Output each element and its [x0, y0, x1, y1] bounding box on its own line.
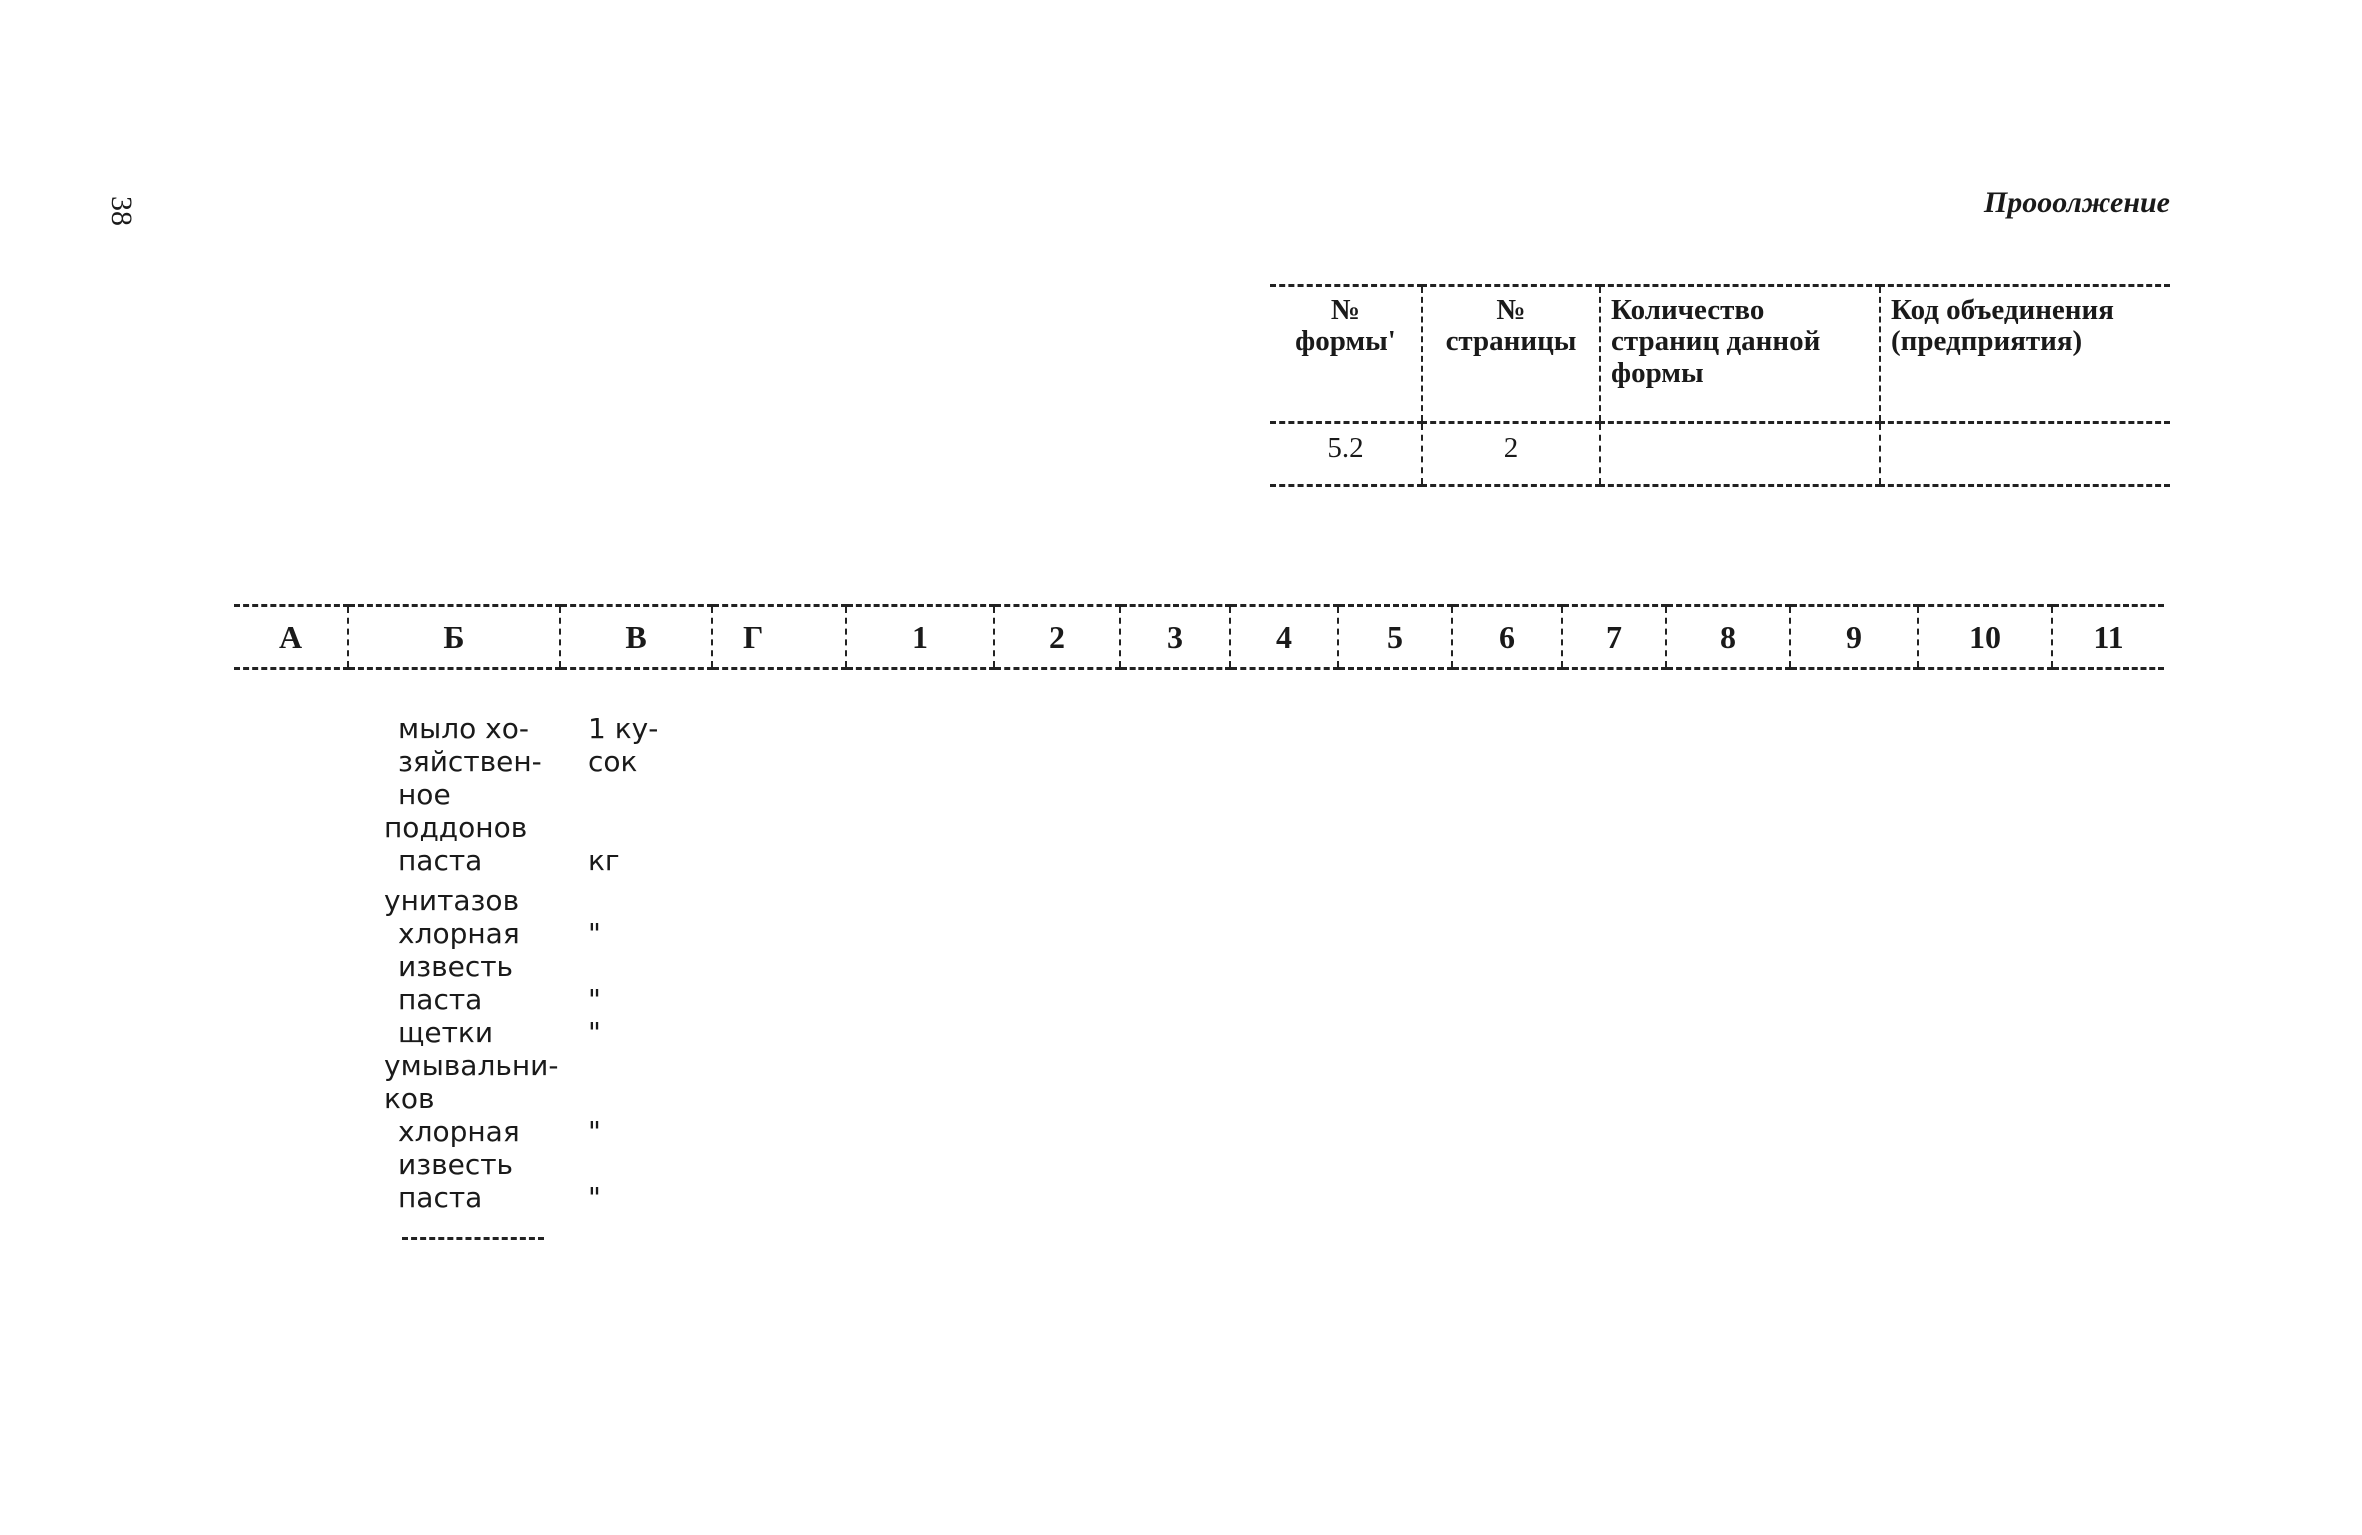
- item-name: мыло хо-: [398, 712, 529, 745]
- column-header-table: [234, 604, 2164, 670]
- item-unit: ": [588, 983, 601, 1016]
- column-header: 10: [1918, 606, 2052, 669]
- item-name: паста: [398, 1181, 483, 1214]
- item-name: паста: [398, 844, 483, 877]
- page-count-value: [1600, 423, 1880, 486]
- item-name: паста: [398, 983, 483, 1016]
- item-name: щетки: [398, 1016, 494, 1049]
- column-header: Г: [712, 606, 846, 669]
- item-unit: ": [588, 1181, 601, 1214]
- form-info-table: [1270, 284, 2170, 487]
- column-header: 2: [994, 606, 1120, 669]
- column-header: В: [560, 606, 712, 669]
- item-unit: кг: [588, 844, 620, 877]
- item-unit: ": [588, 1115, 601, 1148]
- item-unit: ": [588, 917, 601, 950]
- form-number-value: 5.2: [1327, 432, 1364, 464]
- item-unit: 1 ку-: [588, 712, 659, 745]
- item-group-name: ков: [384, 1082, 435, 1115]
- column-header: 8: [1666, 606, 1790, 669]
- item-name: известь: [398, 1148, 514, 1181]
- item-group-name: поддонов: [384, 811, 528, 844]
- end-divider: [402, 1237, 544, 1240]
- column-header: 1: [846, 606, 994, 669]
- enterprise-code-header: Код объединения (предприятия): [1880, 286, 2170, 423]
- form-info-header-row: [1270, 286, 2170, 423]
- column-header: Б: [348, 606, 560, 669]
- item-group-name: умывальни-: [384, 1049, 559, 1082]
- form-info-value-row: [1270, 423, 2170, 486]
- item-name: известь: [398, 950, 514, 983]
- item-name: хлорная: [398, 1115, 520, 1148]
- page-number: 38: [105, 196, 138, 226]
- column-header: А: [234, 606, 348, 669]
- item-unit: сок: [588, 745, 638, 778]
- item-unit: ": [588, 1016, 601, 1049]
- column-header: 9: [1790, 606, 1918, 669]
- continuation-label: Прооолжение: [1983, 186, 2170, 219]
- page-number-header: № страницы: [1422, 286, 1600, 423]
- column-header: 11: [2052, 606, 2164, 669]
- item-name: ное: [398, 778, 451, 811]
- page-count-header: Количество страниц данной формы: [1600, 286, 1880, 423]
- item-group-name: унитазов: [384, 884, 520, 917]
- column-header-row: [234, 606, 2164, 669]
- column-header: 6: [1452, 606, 1562, 669]
- item-name: зяйствен-: [398, 745, 542, 778]
- column-header: 3: [1120, 606, 1230, 669]
- enterprise-code-value: [1880, 423, 2170, 486]
- column-header: 7: [1562, 606, 1666, 669]
- column-header: 4: [1230, 606, 1338, 669]
- item-name: хлорная: [398, 917, 520, 950]
- page-number-value: 2: [1422, 423, 1600, 486]
- column-header: 5: [1338, 606, 1452, 669]
- form-number-header: № формы': [1295, 294, 1396, 358]
